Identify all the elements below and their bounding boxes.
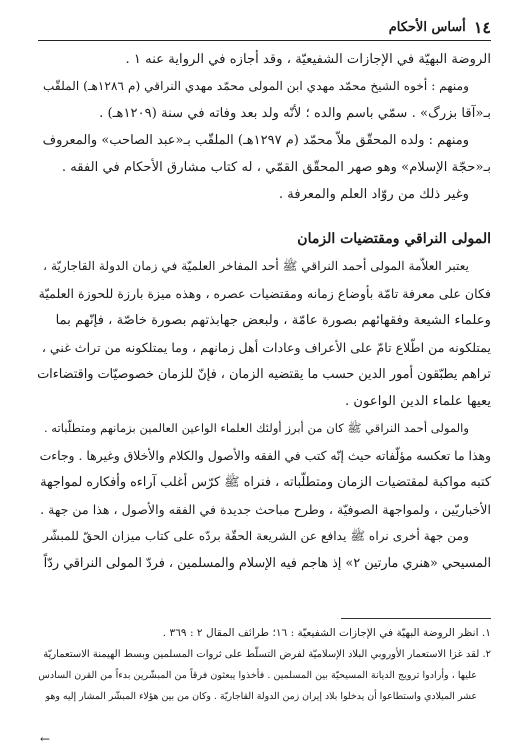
- section-heading: المولى النراقي ومقتضيات الزمان: [297, 231, 491, 247]
- paragraph-line: وغير ذلك من روّاد العلم والمعرفة .: [278, 187, 469, 202]
- page-number: ١٤: [473, 17, 491, 37]
- continuation-arrow-icon: ←: [40, 732, 51, 746]
- book-title: أساس الأحكام: [388, 19, 466, 35]
- header-title-group: [389, 18, 491, 37]
- page-body: [38, 46, 491, 577]
- paragraph-line: الروضة البهيّة في الإجازات الشفيعيّة ، وقد أجازه في الرواية عنه ١ .: [125, 52, 491, 67]
- footnote-2-line: عليها ، وأرادوا ترويج الديانة المسيحيّة بين المسلمين . فأخذوا يبعثون فرقاً من المبشّرين بدءاً من القرن السادس: [38, 670, 477, 681]
- page-header: [38, 14, 491, 41]
- paragraph-line: كتبه مواكبة لمقتضيات الزمان ومتطلّباته ، فنراه ﷺ كرّس أغلب آراءه وأفكاره لمواجهة: [40, 475, 491, 490]
- paragraph-line: يعيها علماء الدين الواعون .: [345, 394, 491, 409]
- paragraph-line: وعلماء الشيعة وفقهائهم بصورة عامّة ، ولبعض جهابذتهم بصورة خاصّة ، فإنّهم بما: [55, 313, 491, 328]
- footnote-divider: [341, 618, 491, 619]
- footnote-1: ١. انظر الروضة البهيّة في الإجازات الشفيعيّة : ١٦؛ طرائف المقال ٢ : ٣٦٩ .: [162, 627, 491, 639]
- paragraph-line: وهذا ما تعكسه مؤلّفاته حيث إنّه كتب في الفقه والأصول والكلام والأخلاق وغيرها . وجاءت: [39, 448, 491, 463]
- footnotes: [38, 618, 491, 707]
- paragraph-line: ومن جهة أخرى نراه ﷺ يدافع عن الشريعة الحقّة بردّه على كتاب ميزان الحقّ للمبشّر: [42, 529, 469, 543]
- paragraph-line: المسيحي «هنري مارتين ٢» إذ هاجم فيه الإسلام والمسلمين ، فردّ المولى النراقي ردّاً: [43, 556, 491, 571]
- paragraph-line: يعتبر العلاّمة المولى أحمد النراقي ﷺ أحد المفاخر العلميّة في زمان الدولة القاجاريّة ،: [43, 259, 469, 273]
- paragraph-line: بـ«آقا بزرگ» . سمّي باسم والده ؛ لأنّه ولد بعد وفاته في سنة (١٢٠٩هـ) .: [99, 106, 491, 121]
- paragraph-line: فكان على معرفة تامّة بأوضاع زمانه ومقتضيات عصره ، وهذه ميزة بارزة للحوزة العلميّة: [38, 286, 491, 301]
- paragraph-line: الأخباريّين ، ولمواجهة الصوفيّة ، وطرح مباحث جديدة في الفقه والأصول ، هذا من جهة .: [40, 502, 491, 517]
- paragraph-line: ومنهم : ولده المحقّق ملاّ محمّد (م ١٢٩٧هـ) الملقّب بـ«عبد الصاحب» والمعروف: [42, 133, 469, 148]
- paragraph-line: والمولى أحمد النراقي ﷺ كان من أبرز أولئك العلماء الواعين العالمين بزمانهم ومتطلّباته .: [43, 421, 469, 435]
- paragraph-line: بـ«حجّة الإسلام» وهو صهر المحقّق القمّي ، له كتاب مشارق الأحكام في الفقه .: [61, 160, 491, 175]
- paragraph-line: تراهم يطبّقون أمور الدين حسب ما يقتضيه الزمان ، فإنّ للزمان خصوصيّات واقتضاءات: [37, 367, 491, 382]
- paragraph-line: ومنهم : أخوه الشيخ محمّد مهدي ابن المولى محمّد مهدي النراقي (م ١٢٨٦هـ) الملقّب: [42, 79, 469, 93]
- footnote-2-line: عشر الميلادي واستطاعوا أن يدخلوا بلاد إيران زمن الدولة القاجاريّة . وكان من بين هؤلاء المبشّر المشار إليه وهو: [45, 691, 477, 702]
- paragraph-line: يمتلكونه من اطّلاع تامّ على الأعراف وعادات أهل زمانهم ، وما يمتلكونه من تراث غني ،: [41, 340, 491, 355]
- footnote-2: ٢. لقد غزا الاستعمار الأوروبي البلاد الإسلاميّة لفرض التسلّط على ثروات المسلمين وبسط الهيمنة الاستعماريّة: [43, 649, 491, 660]
